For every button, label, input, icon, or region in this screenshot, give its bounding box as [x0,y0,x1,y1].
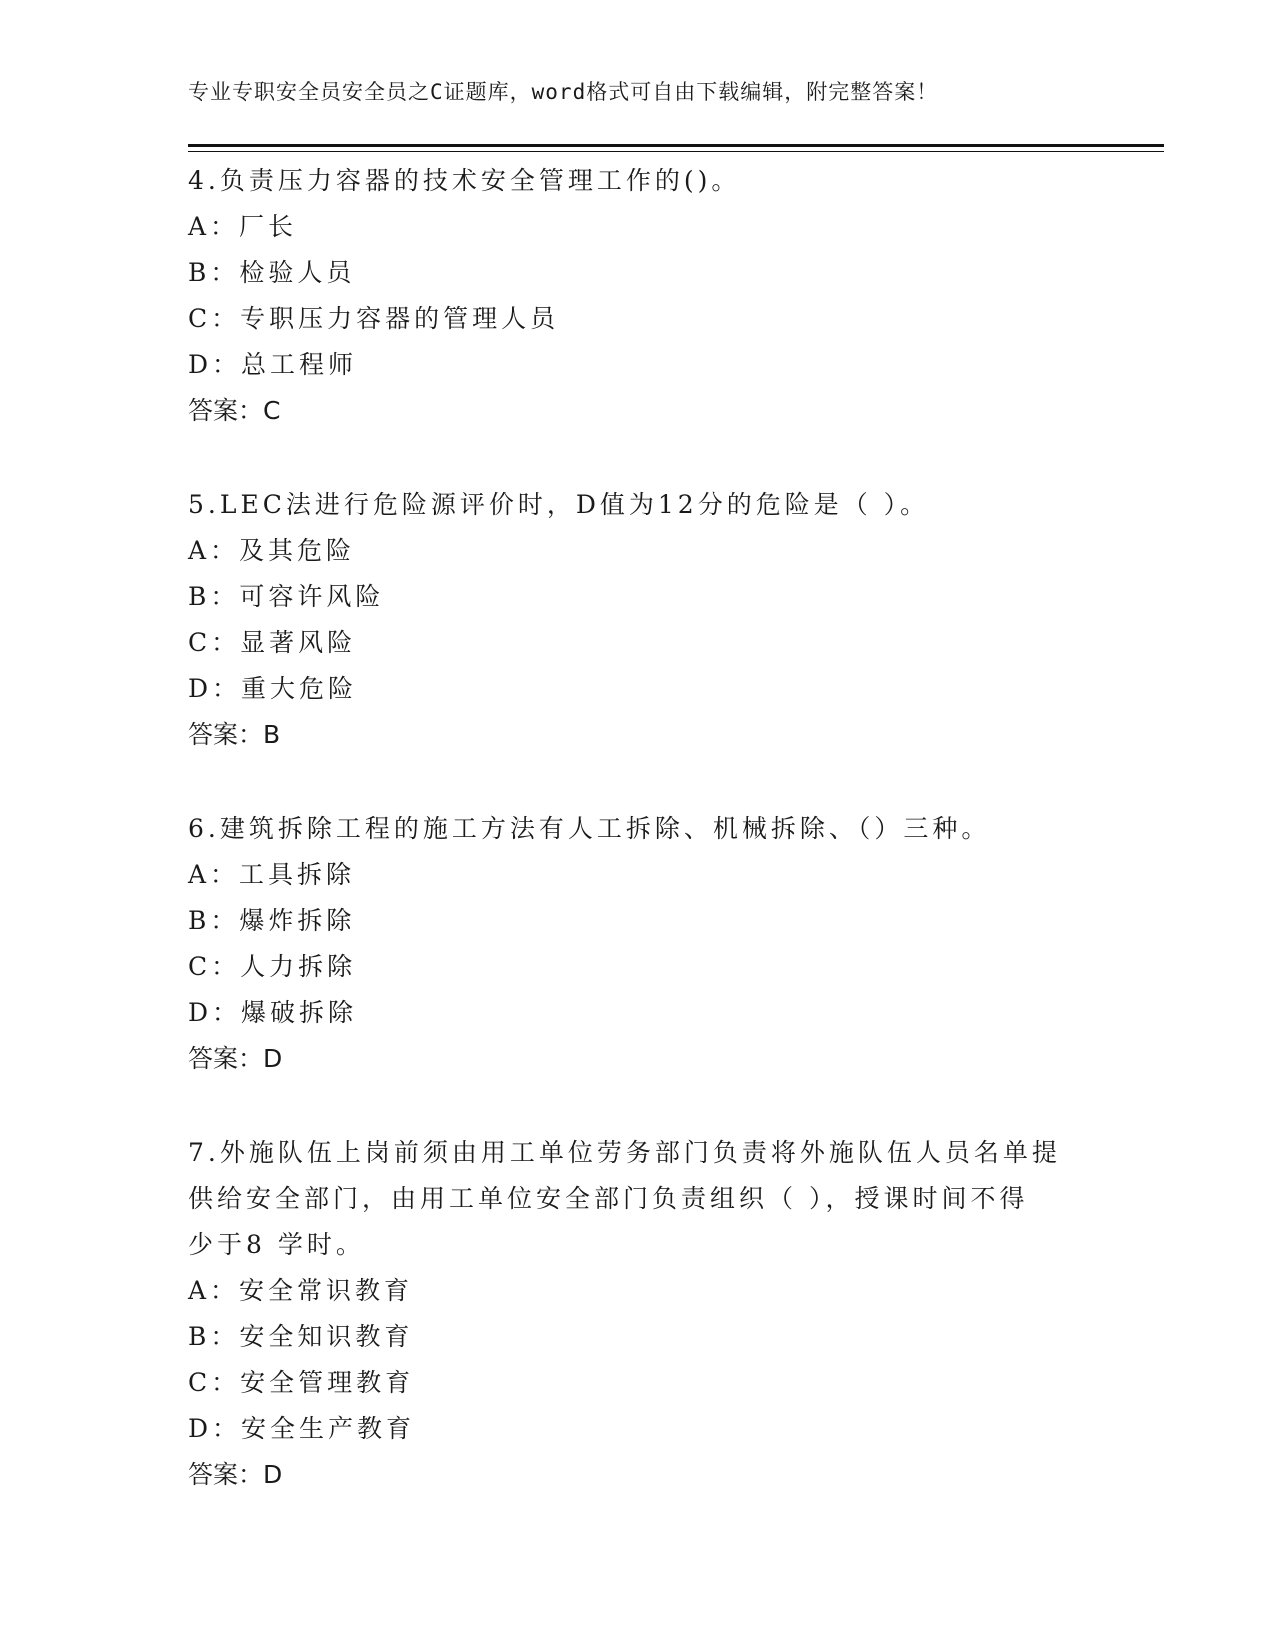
option-d: D：总工程师 [188,350,358,379]
option-b: B：可容许风险 [188,582,385,611]
question-stem: 4.负责压力容器的技术安全管理工作的()。 [188,166,741,195]
option-c: C：安全管理教育 [188,1368,415,1397]
question-4 [188,158,1088,434]
question-stem: 6.建筑拆除工程的施工方法有人工拆除、机械拆除、（）三种。 [188,814,991,843]
option-d: D：安全生产教育 [188,1414,416,1443]
option-a: A：及其危险 [188,536,356,565]
option-b: B：检验人员 [188,258,356,287]
question-7 [188,1130,1088,1498]
question-5 [188,482,1088,758]
question-list [188,158,1088,1546]
answer: 答案：D [188,1044,283,1073]
answer: 答案：D [188,1460,283,1489]
option-b: B：爆炸拆除 [188,906,356,935]
option-a: A：厂长 [188,212,298,241]
question-6 [188,806,1088,1082]
document-header: 专业专职安全员安全员之C证题库，word格式可自由下载编辑，附完整答案！ [188,80,939,104]
option-c: C：专职压力容器的管理人员 [188,304,560,333]
option-c: C：显著风险 [188,628,357,657]
question-stem-line-2: 供给安全部门，由用工单位安全部门负责组织（ ），授课时间不得 [188,1184,1029,1213]
question-stem: 5.LEC法进行危险源评价时，D值为12分的危险是（ ）。 [188,490,930,519]
answer: 答案：C [188,396,281,425]
option-a: A：安全常识教育 [188,1276,414,1305]
option-d: D：重大危险 [188,674,358,703]
question-stem-line-1: 7.外施队伍上岗前须由用工单位劳务部门负责将外施队伍人员名单提 [188,1138,1061,1167]
header-rule-thin [188,151,1164,152]
option-b: B：安全知识教育 [188,1322,414,1351]
answer: 答案：B [188,720,281,749]
option-c: C：人力拆除 [188,952,357,981]
option-d: D：爆破拆除 [188,998,358,1027]
header-rule-thick [188,144,1164,147]
question-stem-line-3: 少于8 学时。 [188,1230,365,1259]
option-a: A：工具拆除 [188,860,356,889]
